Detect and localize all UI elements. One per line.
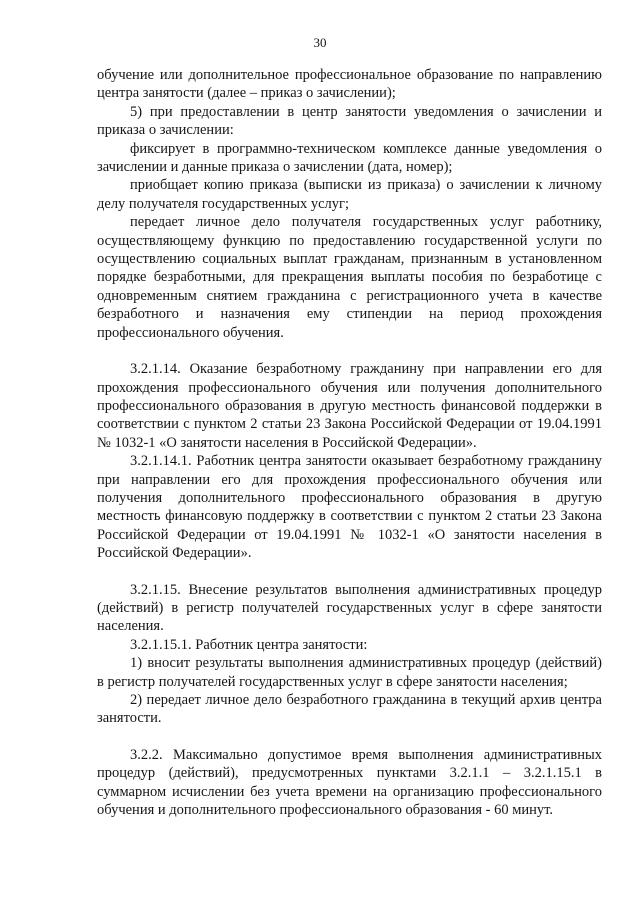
paragraph: 5) при предоставлении в центр занятости уведомления о зачислении и приказа о зачислении: [97, 103, 602, 139]
paragraph: приобщает копию приказа (выписки из приказа) о зачислении к личному делу получателя государственных услуг; [97, 177, 602, 212]
list-item: 2) передает личное дело безработного гражданина в текущий архив центра занятости. [97, 692, 602, 727]
paragraph: фиксирует в программно-техническом комплексе данные уведомления о зачислении и данные приказа о зачислении (дата, номер); [97, 140, 602, 176]
paragraph: обучение или дополнительное профессиональное образование по направлению центра занятости (далее – приказ о зачислении); [97, 67, 602, 102]
paragraph: 3.2.1.15.1. Работник центра занятости: [130, 636, 368, 653]
page-number: 30 [313, 35, 327, 50]
section-heading: 3.2.1.15. Внесение результатов выполнения административных процедур (действий) в регистр получателей государственных услуг в сфере занятости населения. [97, 581, 602, 635]
paragraph: 3.2.1.14.1. Работник центра занятости оказывает безработному гражданину при направлении его для прохождения профессионального обучения или получения дополнительного профессионального образования в другую местность финансовую поддержку в соответствии с пунктом 2 статьи 23 Закона Российской Федерации от 19.04.1991 № 1032-1 «О занятости населения в Российской Федерации». [97, 453, 602, 562]
paragraph: передает личное дело получателя государственных услуг работнику, осуществляющему функцию по предоставлению государственной услуги по осуществлению социальных выплат гражданам, признанным в установленном порядке безработными, для прекращения выплаты пособия по безработице с одновременным снятием гражданина с регистрационного учета в качестве безработного и назначения ему стипендии на период прохождения профессионального обучения. [97, 214, 602, 341]
list-item: 1) вносит результаты выполнения административных процедур (действий) в регистр получателей государственных услуг в сфере занятости населения; [97, 655, 602, 690]
document-body [97, 66, 602, 819]
section-heading: 3.2.2. Максимально допустимое время выполнения административных процедур (действий), предусмотренных пунктами 3.2.1.1 – 3.2.1.15.1 в суммарном исчислении без учета времени на организацию профессионального обучения и дополнительного профессионального образования - 60 минут. [97, 746, 602, 819]
section-heading: 3.2.1.14. Оказание безработному гражданину при направлении его для прохождения профессионального обучения или получения дополнительного профессионального образования в другую местность финансовой поддержки в соответствии с пунктом 2 статьи 23 Закона Российской Федерации от 19.04.1991 № 1032-1 «О занятости населения в Российской Федерации». [97, 361, 602, 451]
